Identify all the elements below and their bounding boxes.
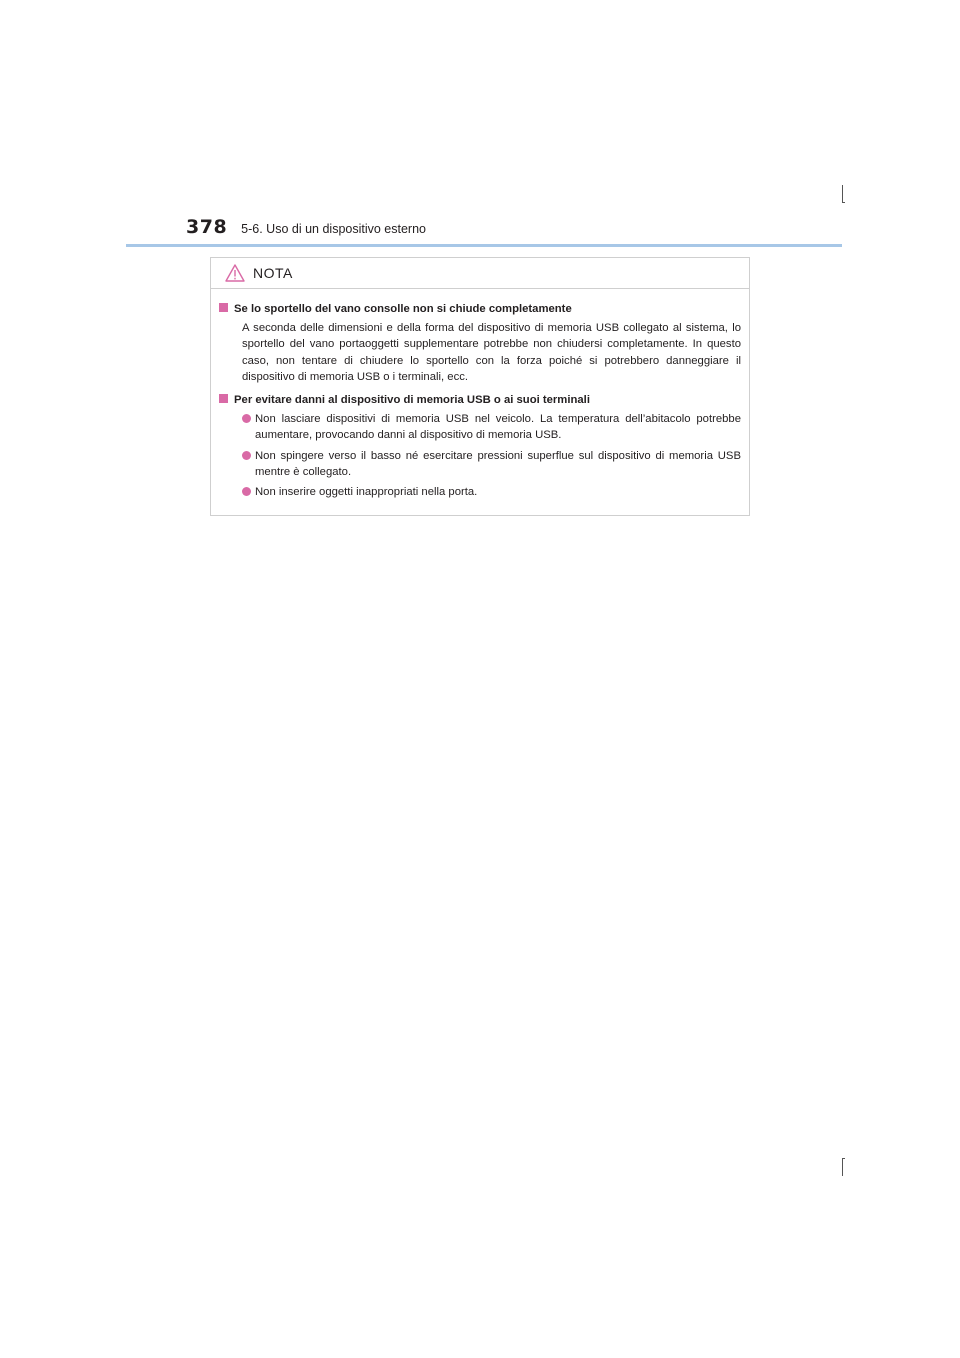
section-heading — [219, 301, 741, 317]
paragraph-text: A seconda delle dimensioni e della forma del dispositivo di memoria USB collegato al sistema, lo sportello del vano portaoggetti supplementare potrebbe non chiudersi completamente. In questo caso, non tentare di chiudere lo sportello con la forza poiché si potrebbero danneggiare il dispositivo di memoria USB o i terminali, ecc. — [242, 322, 741, 383]
circle-bullet-icon — [242, 414, 251, 423]
crop-mark-bottom — [842, 1158, 843, 1176]
list-item — [219, 448, 741, 480]
list-item-text: Non inserire oggetti inappropriati nella porta. — [255, 486, 478, 499]
page-header — [186, 216, 426, 240]
crop-mark-top — [842, 185, 843, 203]
header-rule — [126, 244, 842, 247]
list-item-text: Non spingere verso il basso né esercitare pressioni superflue sul dispositivo di memoria USB mentre è collegato. — [255, 449, 741, 478]
circle-bullet-icon — [242, 487, 251, 496]
section-heading-text: Per evitare danni al dispositivo di memoria USB o ai suoi terminali — [234, 394, 590, 407]
square-bullet-icon — [219, 303, 228, 312]
note-title: NOTA — [253, 265, 293, 281]
section-heading-text: Se lo sportello del vano consolle non si chiude completamente — [234, 303, 572, 315]
note-body — [211, 289, 749, 500]
square-bullet-icon — [219, 394, 228, 403]
note-box — [210, 257, 750, 516]
note-header — [211, 258, 749, 289]
section-title: 5-6. Uso di un dispositivo esterno — [241, 222, 426, 236]
page-number: 378 — [186, 216, 228, 238]
section-paragraph — [219, 320, 741, 385]
list-item — [219, 484, 741, 500]
list-item-text: Non lasciare dispositivi di memoria USB nel veicolo. La temperatura dell’abitacolo potrebbe aumentare, provocando danni al dispositivo di memoria USB. — [255, 413, 741, 442]
warning-triangle-icon — [225, 264, 245, 282]
list-item — [219, 411, 741, 443]
section-heading — [219, 392, 741, 408]
circle-bullet-icon — [242, 451, 251, 460]
